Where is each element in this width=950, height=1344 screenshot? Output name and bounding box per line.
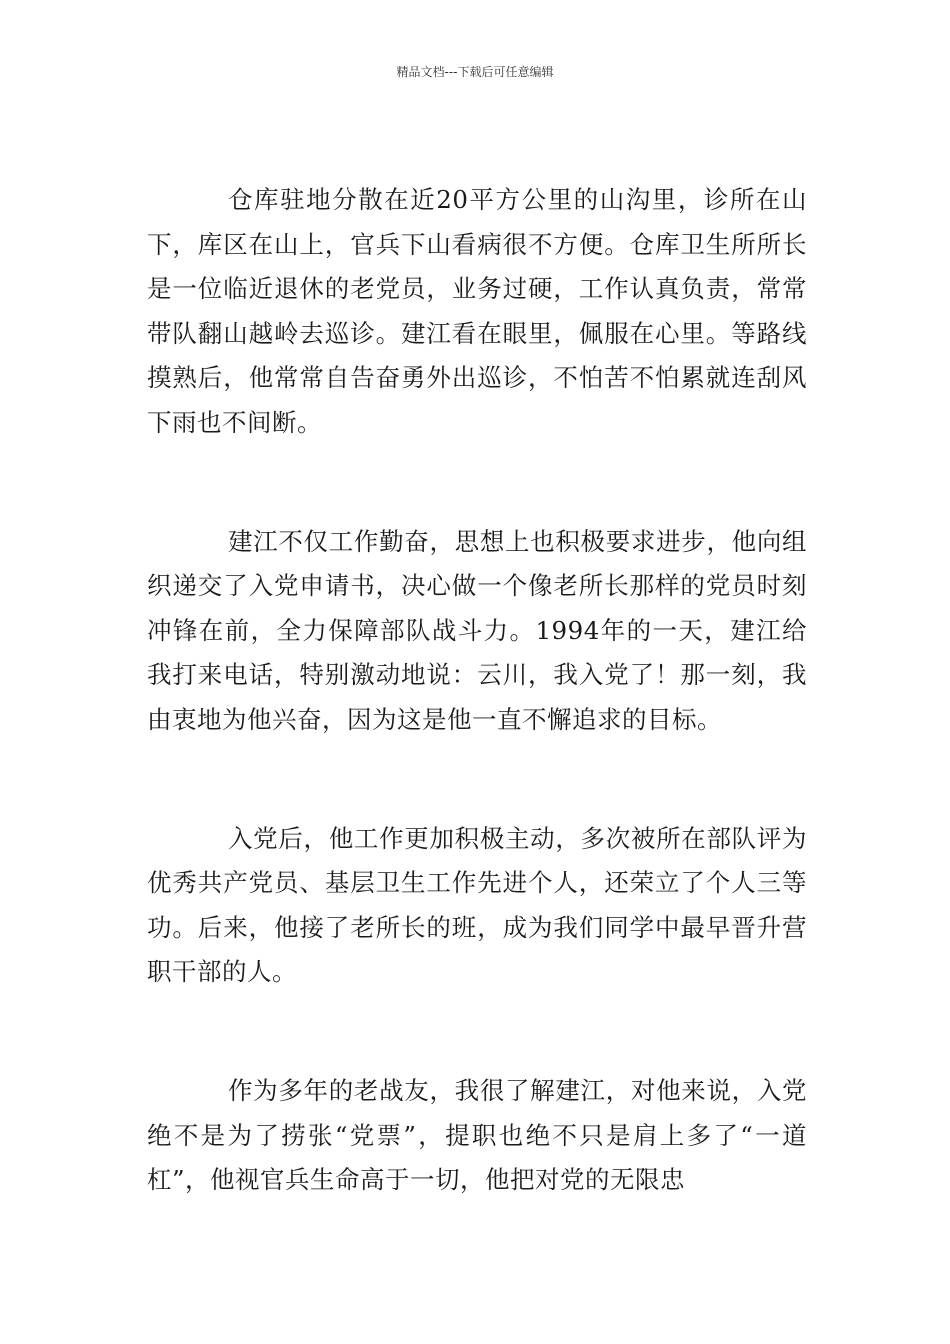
paragraph-2: 建江不仅工作勤奋，思想上也积极要求进步，他向组织递交了入党申请书，决心做一个像老所长那样的党员时刻冲锋在前，全力保障部队战斗力。1994年的一天，建江给我打来电话，特别激动地说：云川，我入党了！那一刻，我由衷地为他兴奋，因为这是他一直不懈追求的目标。 (147, 526, 807, 734)
paragraph-4: 作为多年的老战友，我很了解建江，对他来说，入党绝不是为了捞张“党票”，提职也绝不只是肩上多了“一道杠”，他视官兵生命高于一切，他把对党的无限忠 (147, 1075, 807, 1195)
page-header: 精品文档---下载后可任意编辑 (396, 65, 554, 79)
document-body (147, 178, 807, 1203)
paragraph-3: 入党后，他工作更加积极主动，多次被所在部队评为优秀共产党员、基层卫生工作先进个人，还荣立了个人三等功。后来，他接了老所长的班，成为我们同学中最早晋升营职干部的人。 (147, 823, 807, 987)
paragraph-1: 仓库驻地分散在近20平方公里的山沟里，诊所在山下，库区在山上，官兵下山看病很不方便。仓库卫生所所长是一位临近退休的老党员，业务过硬，工作认真负责，常常带队翻山越岭去巡诊。建江看在眼里，佩服在心里。等路线摸熟后，他常常自告奋勇外出巡诊，不怕苦不怕累就连刮风下雨也不间断。 (147, 185, 807, 437)
